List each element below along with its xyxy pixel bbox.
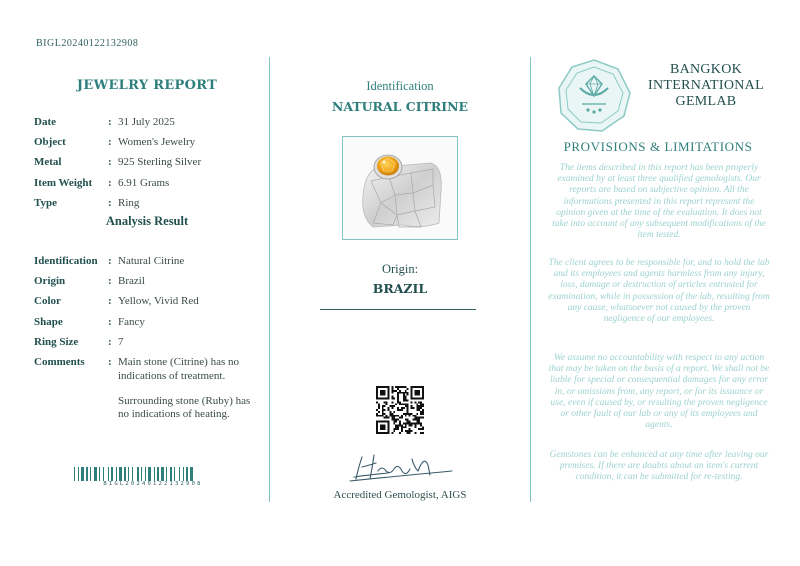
analysis-result-heading: Analysis Result	[105, 213, 189, 228]
provision-paragraph-2: The client agrees to be responsible for, and to hold the lab and its employees and agents harmless from any injury, loss, damage or destruction of articles entrusted for examination, while in possession of the lab, resulting from any cause, whatsoever not caused by the proven negligence of our employees.	[548, 258, 770, 325]
detail-label: Object	[34, 136, 66, 149]
result-row-origin: Origin : Brazil	[34, 274, 260, 288]
provision-paragraph-4: Gemstones can be enhanced at any time after leaving our premises. If there are doubts about an item's current condition, it can be submitted for re-testing.	[549, 450, 769, 483]
provision-paragraph-1: The items described in this report has been properly examined by at least three qualified gemologists. Our reports are based on subjective opinion. All the informations presented in this report represent the opinion given at the time of the evaluation. It does not take into account of any subsequent modifications of the item tested.	[552, 163, 766, 241]
result-label: Origin	[34, 275, 66, 288]
gemologist-title: Accredited Gemologist, AIGS	[333, 489, 467, 501]
identification-label: Identification	[366, 79, 434, 93]
origin-label: Origin:	[381, 262, 419, 276]
gemologist-signature	[348, 447, 458, 487]
detail-row-type: Type : Ring	[34, 196, 260, 210]
result-row-ring-size: Ring Size : 7	[34, 335, 260, 349]
column-divider-right	[530, 57, 531, 502]
qr-code	[376, 386, 424, 434]
result-value: Yellow, Vivid Red	[118, 295, 199, 308]
lab-name	[636, 62, 776, 110]
detail-value: Ring	[118, 196, 140, 209]
result-row-identification: Identification : Natural Citrine	[34, 254, 260, 268]
result-value: Natural Citrine	[118, 254, 185, 267]
result-label: Ring Size	[34, 335, 79, 348]
detail-value: 6.91 Grams	[118, 176, 170, 189]
comment-heating: Surrounding stone (Ruby) has no indications of heating.	[118, 394, 251, 421]
origin-value: BRAZIL	[372, 281, 428, 296]
result-value: Main stone (Citrine) has no indications of treatment.	[118, 355, 239, 382]
result-row-comments: Comments : Main stone (Citrine) has no indications of treatment.	[34, 355, 260, 383]
barcode-number: BIGL20240122132908	[103, 481, 203, 487]
result-label: Comments	[34, 355, 85, 368]
detail-value: 925 Sterling Silver	[118, 156, 202, 169]
identification-value: NATURAL CITRINE	[331, 99, 469, 114]
result-value: Fancy	[118, 315, 145, 328]
detail-label: Metal	[34, 156, 62, 169]
detail-label: Date	[34, 116, 56, 128]
lab-name-line-3: GEMLAB	[675, 94, 737, 109]
detail-row-object: Object : Women's Jewelry	[34, 135, 260, 149]
report-details-column	[34, 78, 260, 422]
lab-name-line-2: INTERNATIONAL	[648, 78, 764, 93]
gemlab-logo	[556, 58, 632, 134]
column-divider-left	[269, 57, 270, 502]
result-label: Shape	[34, 315, 63, 328]
provisions-heading: PROVISIONS & LIMITATIONS	[563, 139, 753, 154]
detail-row-metal: Metal : 925 Sterling Silver	[34, 155, 260, 169]
result-row-color: Color : Yellow, Vivid Red	[34, 294, 260, 308]
detail-value: Women's Jewelry	[118, 136, 196, 149]
result-label: Color	[34, 295, 61, 308]
lab-name-line-1: BANGKOK	[669, 62, 743, 77]
ring-image	[343, 137, 457, 239]
result-label: Identification	[34, 254, 98, 267]
detail-label: Item Weight	[34, 176, 93, 189]
origin-underline	[320, 309, 476, 310]
report-title: JEWELRY REPORT	[76, 78, 218, 93]
result-row-shape: Shape : Fancy	[34, 315, 260, 329]
barcode	[74, 467, 232, 481]
detail-row-date: Date : 31 July 2025	[34, 115, 260, 129]
ring-photo	[342, 136, 458, 240]
detail-value: 31 July 2025	[118, 116, 175, 128]
detail-label: Type	[34, 196, 58, 209]
detail-row-weight: Item Weight : 6.91 Grams	[34, 176, 260, 190]
result-value: Brazil	[118, 275, 145, 288]
result-value: 7	[118, 335, 124, 348]
provision-paragraph-3: We assume no accountability with respect to any action that may be taken on the basis of a report. We shall not be liable for special or consequential damages for any error in, or omissions from, any report, or for its issuance or use, even if caused by, or resulting the proven negligence or other fault of our lab or any of its employees and agents.	[548, 353, 770, 431]
report-number: BIGL20240122132908	[36, 38, 139, 49]
